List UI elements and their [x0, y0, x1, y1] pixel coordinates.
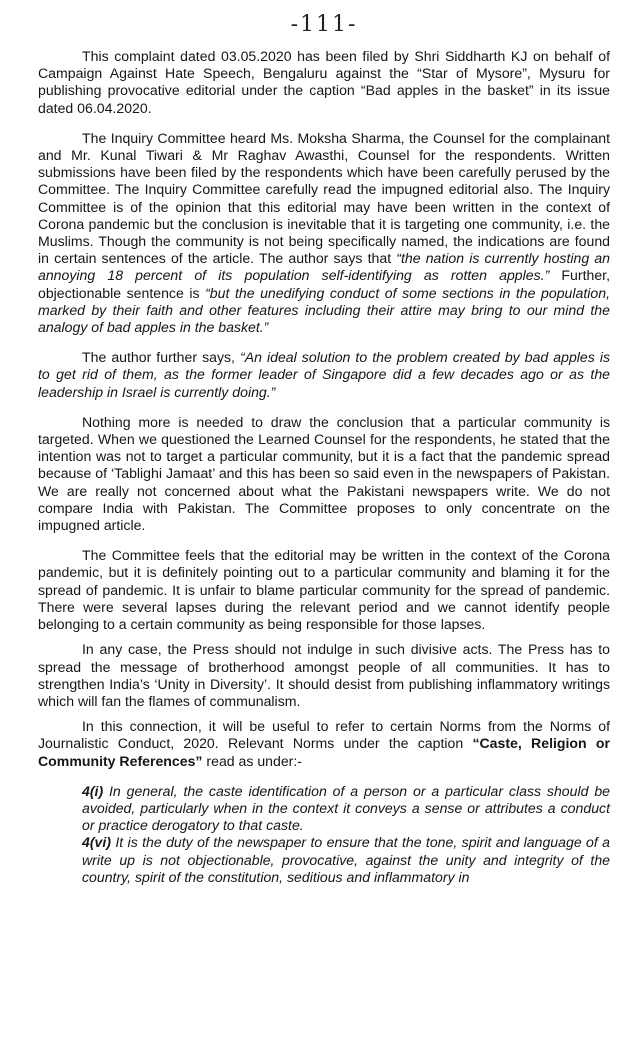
paragraph-press: In any case, the Press should not indulge in such divisive acts. The Press has to spread the message of brotherhood amongst people of all communities. It has to strengthen India’s ‘Unity in Diversity’. It should desist from publishing inflammatory writings which will fan the flames of communalism. [38, 641, 610, 709]
norms-intro-text: In this connection, it will be useful to refer to certain Norms from the Norms of Journalistic Conduct, 2020. Relevant Norms under the caption [38, 718, 610, 752]
norm-4i [38, 783, 610, 835]
norm-4vi-label: 4(vi) [82, 834, 111, 851]
paragraph-author-says [38, 349, 610, 401]
quote-ideal-solution: “An ideal solution to the problem created by bad apples is to get rid of them, as the former leader of Singapore did a few decades ago or as the leadership in Israel is currently doing.” [38, 349, 611, 400]
paragraph-norms-intro [38, 718, 610, 770]
norm-4vi-text: It is the duty of the newspaper to ensure that the tone, spirit and language of a write up is not objectionable, provocative, against the unity and integrity of the country, spirit of the constitution, seditious and inflammatory in [82, 834, 610, 885]
paragraph-conclusion: Nothing more is needed to draw the conclusion that a particular community is targeted. When we questioned the Learned Counsel for the respondents, he stated that the intention was not to target a particular community, but it is a fact that the pandemic spread because of ‘Tablighi Jamaat’ and this has been so said even in the newspapers of Pakistan. We are really not concerned about what the Pakistani newspapers write. We do not compare India with Pakistan. The Committee proposes to only concentrate on the impugned article. [38, 413, 610, 534]
norms-intro-end: read as under:- [206, 752, 302, 769]
quote-bad-apples: “but the unedifying conduct of some sections in the population, marked by their faith and other features including their attire may bring to our mind the analogy of bad apples in the basket.” [38, 284, 610, 336]
paragraph-inquiry [38, 130, 610, 336]
paragraph-complaint: This complaint dated 03.05.2020 has been filed by Shri Siddharth KJ on behalf of Campaign Against Hate Speech, Bengaluru against the “Star of Mysore”, Mysuru for publishing provocative editorial under the caption “Bad apples in the basket” in its issue dated 06.04.2020. [38, 48, 610, 116]
norms-caption: “Caste, Religion or Community References” [38, 735, 610, 769]
inquiry-text-2: Further, objectionable sentence is [38, 267, 610, 301]
norm-4i-text: In general, the caste identification of a person or a particular class should be avoided, particularly when in the context it conveys a sense or attributes a conduct or practice derogatory to that caste. [82, 782, 610, 834]
inquiry-text: The Inquiry Committee heard Ms. Moksha Sharma, the Counsel for the complainant and Mr. Kunal Tiwari & Mr Raghav Awasthi, Counsel for the respondents. Written submissions have been filed by the respondents which have been carefully perused by the Committee. The Inquiry Committee carefully read the impugned editorial also. The Inquiry Committee is of the opinion that this editorial may have been written in the context of Corona pandemic but the conclusion is inevitable that it is targeting one community, i.e. the Muslims. Though the community is not being specifically named, the indications are found in certain sentences of the article. The author says that [38, 129, 610, 267]
paragraph-committee-feels: The Committee feels that the editorial may be written in the context of the Corona pandemic, but it is definitely pointing out to a particular community and blaming it for the spread of pandemic. It is unfair to blame particular community for the spread of pandemic. There were several lapses during the relevant period and we cannot identify people belonging to a certain community as being responsible for those lapses. [38, 547, 610, 633]
page-number: -111- [290, 12, 358, 37]
quote-rotten-apples: “the nation is currently hosting an annoying 18 percent of its population self-identifying as rotten apples.” [38, 250, 610, 284]
author-says-text: The author further says, [82, 349, 235, 366]
norm-4i-label: 4(i) [82, 782, 104, 799]
norm-4vi [38, 834, 610, 886]
